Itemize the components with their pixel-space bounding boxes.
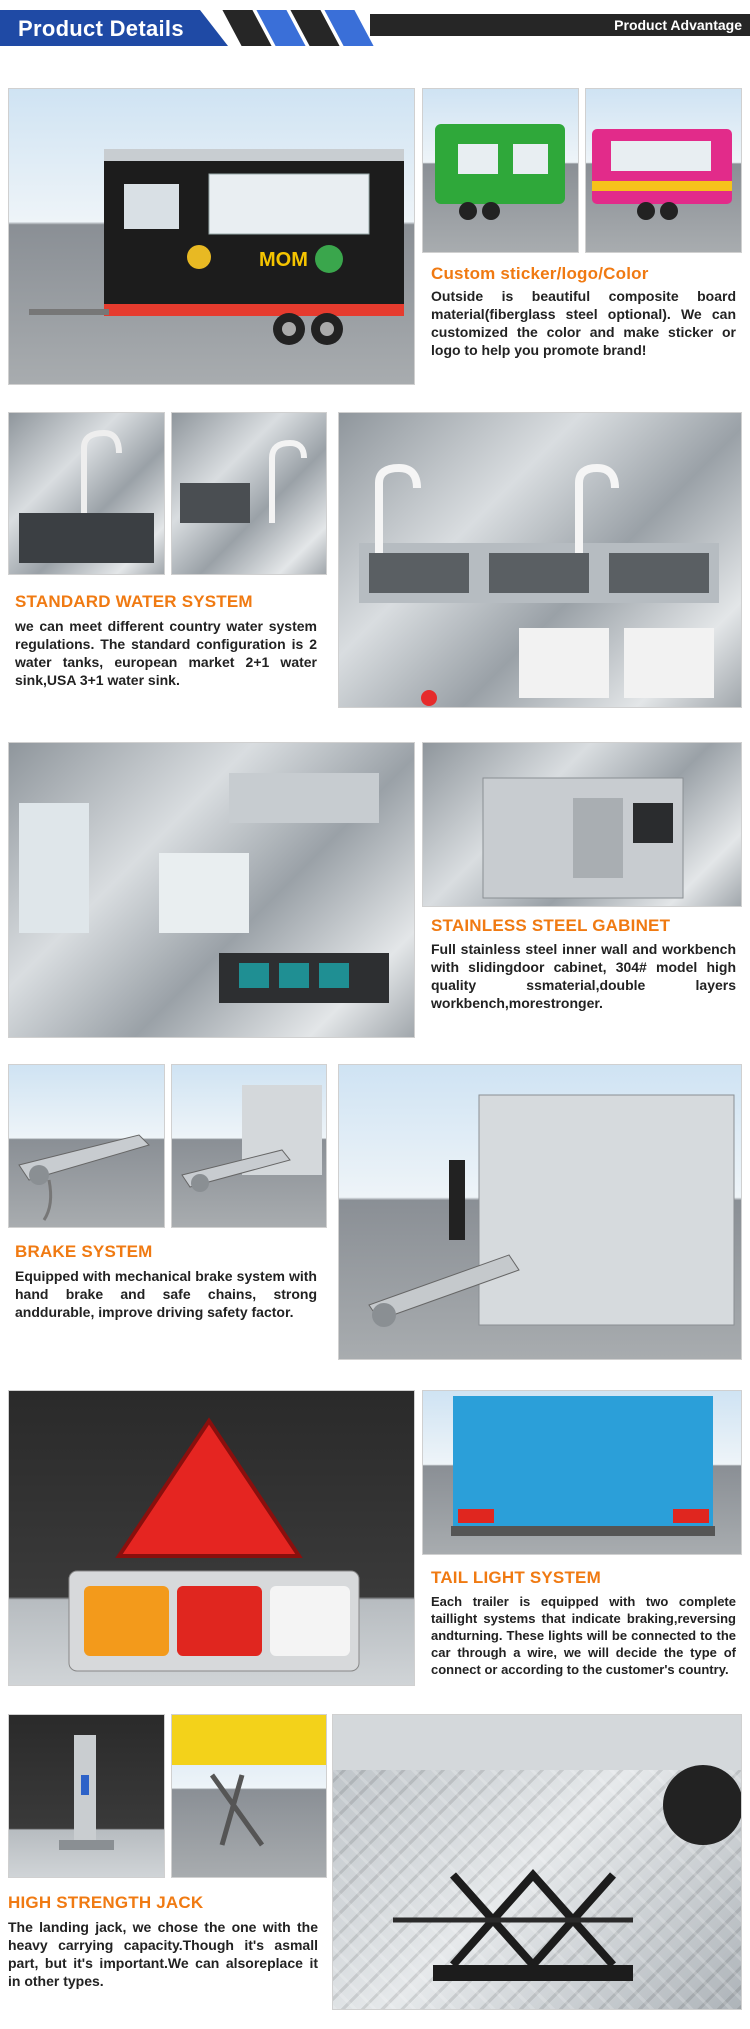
hitch-side-illustration bbox=[172, 1065, 327, 1228]
photo-pink-trailer bbox=[585, 88, 742, 253]
photo-cabinet bbox=[422, 742, 742, 907]
blue-trailer-illustration bbox=[423, 1391, 742, 1555]
photo-food-truck-main bbox=[8, 88, 415, 385]
photo-landing-jack bbox=[8, 1714, 165, 1878]
page-title: Product Details bbox=[18, 16, 184, 41]
photo-tail-light bbox=[8, 1390, 415, 1686]
landing-jack-illustration bbox=[9, 1715, 165, 1878]
tail-light-illustration bbox=[9, 1391, 415, 1686]
photo-blue-trailer-rear bbox=[422, 1390, 742, 1555]
section-title-brake-system: BRAKE SYSTEM bbox=[15, 1242, 153, 1261]
section-body-tail-light: Each trailer is equipped with two complete taillight systems that indicate braking,reversing andturning. These lights will be connected to the car through a wire, we will decide the type of connect or according to the customer's country. bbox=[431, 1594, 736, 1677]
photo-scissor-jack bbox=[332, 1714, 742, 2010]
double-sink-illustration bbox=[172, 413, 327, 575]
section-body-brake-system: Equipped with mechanical brake system with hand brake and safe chains, strong anddurable, improve driving safety factor. bbox=[15, 1268, 317, 1320]
photo-green-trailer bbox=[422, 88, 579, 253]
section-body-stainless-cabinet: Full stainless steel inner wall and workbench with slidingdoor cabinet, 304# model high quality ssmaterial,double layers workbench,morestronger. bbox=[431, 941, 736, 1011]
cabinet-illustration bbox=[423, 743, 742, 907]
photo-kitchen-interior bbox=[8, 742, 415, 1038]
section-body-water-system: we can meet different country water system regulations. The standard configuration is 2 water tanks, european market 2+1 water sink,USA 3+1 water sink. bbox=[15, 618, 317, 688]
section-body-high-strength-jack: The landing jack, we chose the one with the heavy carrying capacity.Though it's asmall part, but it's important.We can alsoreplace it in other types. bbox=[8, 1919, 318, 1989]
green-trailer-illustration bbox=[423, 89, 579, 253]
section-title-stainless-cabinet: STAINLESS STEEL GABINET bbox=[431, 916, 671, 935]
header-advantage-label: Product Advantage bbox=[614, 17, 742, 33]
photo-hitch-front bbox=[8, 1064, 165, 1228]
pink-trailer-illustration bbox=[586, 89, 742, 253]
hitch-illustration bbox=[9, 1065, 165, 1228]
brake-box-illustration bbox=[339, 1065, 742, 1360]
photo-hitch-side bbox=[171, 1064, 327, 1228]
section-title-high-strength-jack: HIGH STRENGTH JACK bbox=[8, 1893, 204, 1912]
section-header bbox=[0, 0, 750, 50]
truck-logo-text: MOM bbox=[259, 249, 308, 271]
water-sinks-illustration bbox=[339, 413, 742, 708]
section-title-custom-sticker: Custom sticker/logo/Color bbox=[431, 264, 649, 283]
scissor-jack-illustration bbox=[333, 1715, 742, 2010]
section-title-tail-light: TAIL LIGHT SYSTEM bbox=[431, 1568, 601, 1587]
photo-sink-faucet bbox=[8, 412, 165, 575]
food-truck-illustration bbox=[9, 89, 415, 385]
section-title-water-system: STANDARD WATER SYSTEM bbox=[15, 592, 253, 611]
photo-double-sink bbox=[171, 412, 327, 575]
photo-jack-yellow bbox=[171, 1714, 327, 1878]
section-body-custom-sticker: Outside is beautiful composite board material(fiberglass steel optional). We can customized the color and make sticker or logo to help you promote brand! bbox=[431, 288, 736, 358]
jack-yellow-illustration bbox=[172, 1715, 327, 1878]
photo-water-tanks bbox=[338, 412, 742, 708]
header-bar bbox=[370, 14, 750, 36]
photo-brake-box bbox=[338, 1064, 742, 1360]
kitchen-interior-illustration bbox=[9, 743, 415, 1038]
sink-illustration bbox=[9, 413, 165, 575]
